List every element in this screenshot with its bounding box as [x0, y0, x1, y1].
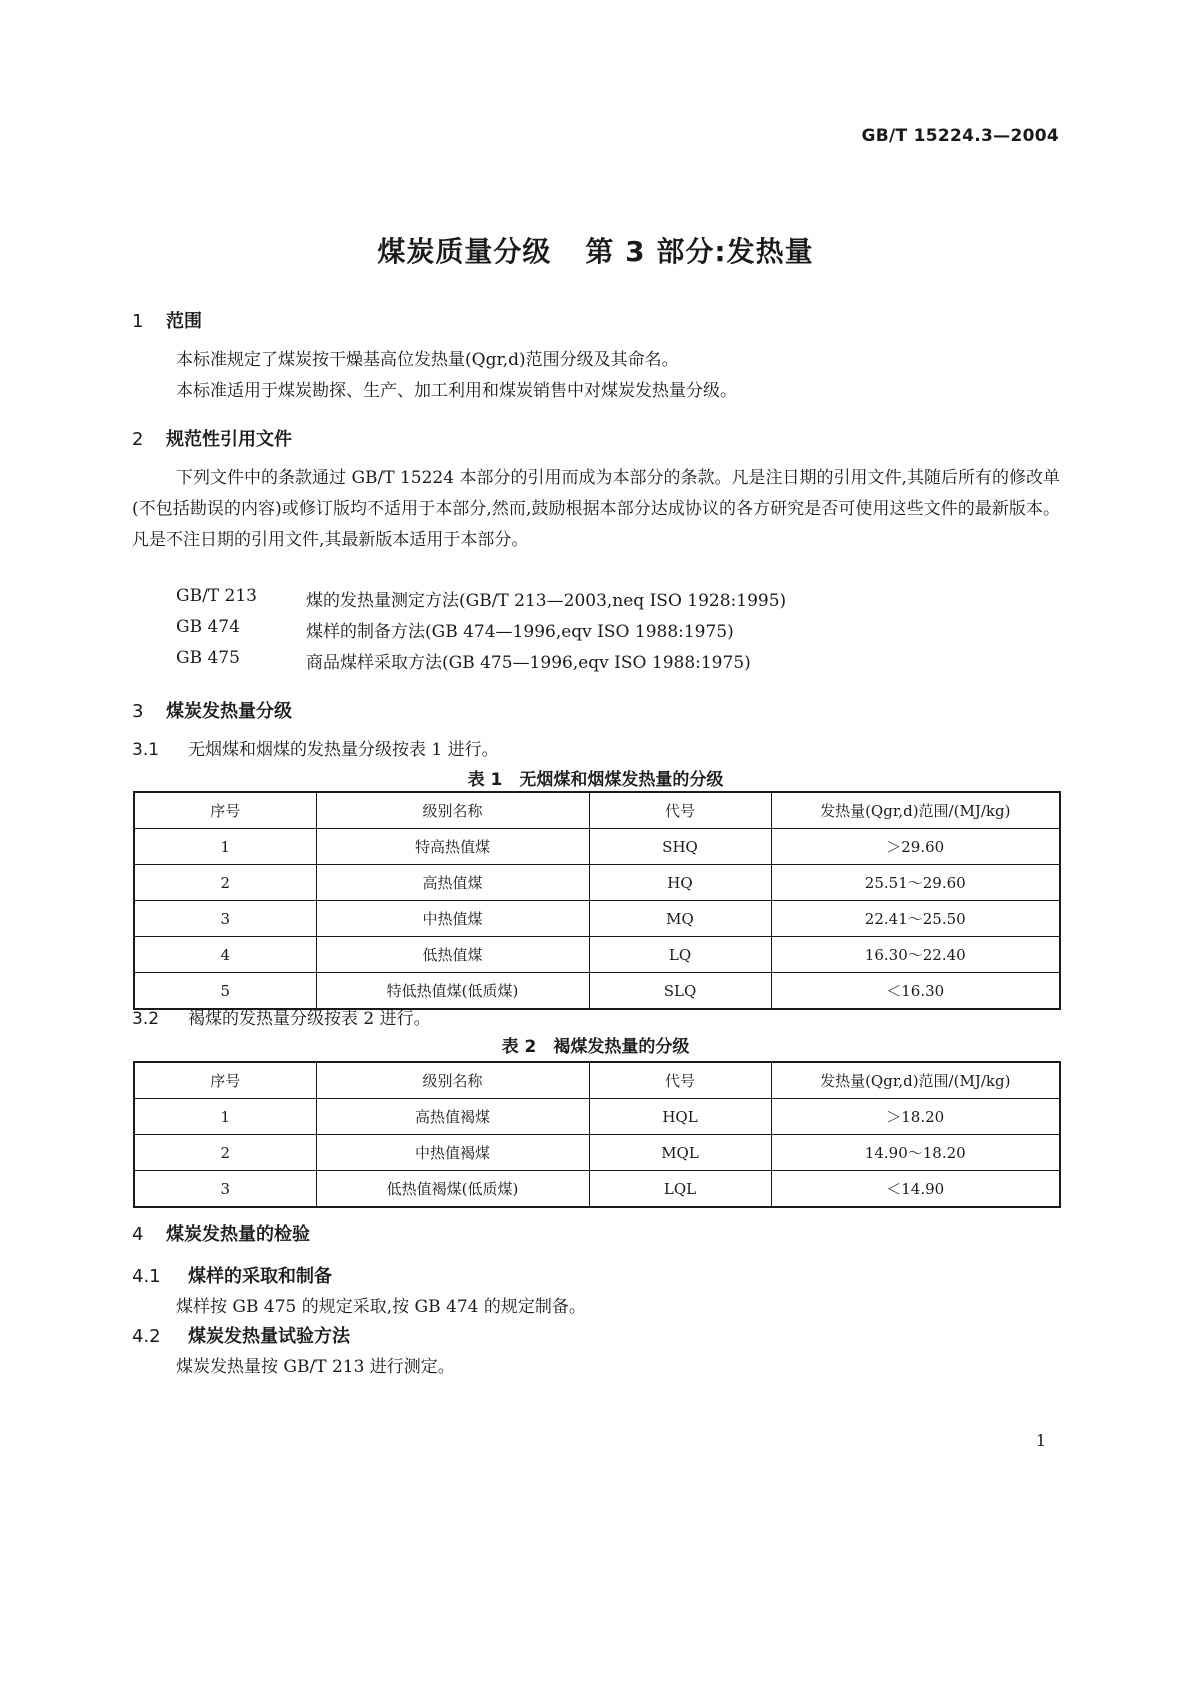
standard-number: GB/T 15224.3—2004	[861, 126, 1059, 146]
table-row	[134, 829, 1060, 865]
cell: MQL	[589, 1135, 771, 1171]
ref-title-1: 煤的发热量测定方法(GB/T 213—2003,neq ISO 1928:1995)	[306, 591, 787, 611]
cell: ＜14.90	[771, 1171, 1060, 1208]
clause-title: 煤炭发热量试验方法	[188, 1326, 350, 1347]
cell: ＞18.20	[771, 1099, 1060, 1135]
table-row	[134, 1135, 1060, 1171]
section-2-heading	[132, 425, 292, 451]
section-3-heading	[132, 697, 292, 723]
header-cell: 级别名称	[316, 1062, 589, 1099]
page-number: 1	[1035, 1431, 1046, 1450]
clause-number: 3.1	[132, 740, 160, 760]
header-cell: 序号	[134, 1062, 316, 1099]
cell: 低热值煤	[316, 937, 589, 973]
clause-4-2-text: 煤炭发热量按 GB/T 213 进行测定。	[176, 1357, 455, 1377]
table-row	[134, 865, 1060, 901]
cell: 高热值煤	[316, 865, 589, 901]
cell: 特低热值煤(低质煤)	[316, 973, 589, 1010]
cell: 16.30～22.40	[771, 937, 1060, 973]
section-number: 1	[132, 311, 144, 332]
section-title: 范围	[166, 311, 202, 332]
clause-text: 褐煤的发热量分级按表 2 进行。	[188, 1009, 431, 1029]
cell: HQL	[589, 1099, 771, 1135]
page-title	[0, 230, 1191, 270]
section-title: 煤炭发热量分级	[166, 701, 292, 722]
header-cell: 代号	[589, 792, 771, 829]
section-title: 煤炭发热量的检验	[166, 1224, 310, 1245]
section-1-heading	[132, 307, 202, 333]
cell: 1	[134, 829, 316, 865]
cell: 25.51～29.60	[771, 865, 1060, 901]
header-cell: 级别名称	[316, 792, 589, 829]
cell: ＞29.60	[771, 829, 1060, 865]
cell: 5	[134, 973, 316, 1010]
cell: 2	[134, 1135, 316, 1171]
cell: 22.41～25.50	[771, 901, 1060, 937]
cell: HQ	[589, 865, 771, 901]
ref-title-3: 商品煤样采取方法(GB 475—1996,eqv ISO 1988:1975)	[306, 653, 751, 673]
section-4-heading	[132, 1220, 310, 1246]
section-number: 3	[132, 701, 144, 722]
table-2-caption: 表 2 褐煤发热量的分级	[501, 1037, 690, 1057]
cell: 中热值褐煤	[316, 1135, 589, 1171]
clause-3-2	[132, 1004, 431, 1029]
clause-3-1	[132, 735, 499, 760]
cell: 高热值褐煤	[316, 1099, 589, 1135]
cell: SHQ	[589, 829, 771, 865]
clause-title: 煤样的采取和制备	[188, 1266, 332, 1287]
ref-code-2: GB 474	[176, 617, 240, 637]
section-2-paragraph: 下列文件中的条款通过 GB/T 15224 本部分的引用而成为本部分的条款。凡是注日期的引用文件,其随后所有的修改单(不包括勘误的内容)或修订版均不适用于本部分,然而,鼓励根据本部分达成协议的各方研究是否可使用这些文件的最新版本。凡是不注日期的引用文件,其最新版本适用于本部分。	[132, 468, 1060, 550]
section-1-paragraph-2: 本标准适用于煤炭勘探、生产、加工利用和煤炭销售中对煤炭发热量分级。	[176, 381, 737, 401]
clause-number: 3.2	[132, 1009, 160, 1029]
section-number: 4	[132, 1224, 144, 1245]
cell: SLQ	[589, 973, 771, 1010]
clause-number: 4.2	[132, 1326, 161, 1347]
table-row	[134, 1171, 1060, 1208]
cell: 特高热值煤	[316, 829, 589, 865]
ref-code-1: GB/T 213	[176, 586, 257, 606]
cell: MQ	[589, 901, 771, 937]
cell: 3	[134, 901, 316, 937]
table-1	[133, 791, 1061, 1010]
ref-title-2: 煤样的制备方法(GB 474—1996,eqv ISO 1988:1975)	[306, 622, 734, 642]
header-cell: 代号	[589, 1062, 771, 1099]
header-cell: 序号	[134, 792, 316, 829]
table-header-row	[134, 792, 1060, 829]
clause-4-1-text: 煤样按 GB 475 的规定采取,按 GB 474 的规定制备。	[176, 1297, 586, 1317]
clause-4-1-heading	[132, 1262, 332, 1288]
cell: 14.90～18.20	[771, 1135, 1060, 1171]
cell: 中热值煤	[316, 901, 589, 937]
title-part-1: 煤炭质量分级	[377, 235, 552, 268]
table-2	[133, 1061, 1061, 1208]
cell: 2	[134, 865, 316, 901]
table-1-caption: 表 1 无烟煤和烟煤发热量的分级	[467, 770, 724, 790]
cell: 4	[134, 937, 316, 973]
header-cell: 发热量(Qgr,d)范围/(MJ/kg)	[771, 792, 1060, 829]
cell: 3	[134, 1171, 316, 1208]
header-cell: 发热量(Qgr,d)范围/(MJ/kg)	[771, 1062, 1060, 1099]
cell: LQL	[589, 1171, 771, 1208]
section-title: 规范性引用文件	[166, 429, 292, 450]
table-row	[134, 1099, 1060, 1135]
section-1-paragraph-1: 本标准规定了煤炭按干燥基高位发热量(Qgr,d)范围分级及其命名。	[176, 350, 679, 370]
title-part-2: 第 3 部分:发热量	[585, 235, 814, 268]
cell: LQ	[589, 937, 771, 973]
cell: 1	[134, 1099, 316, 1135]
cell: ＜16.30	[771, 973, 1060, 1010]
section-number: 2	[132, 429, 144, 450]
clause-text: 无烟煤和烟煤的发热量分级按表 1 进行。	[188, 740, 499, 760]
table-row	[134, 937, 1060, 973]
clause-number: 4.1	[132, 1266, 161, 1287]
clause-4-2-heading	[132, 1322, 350, 1348]
ref-code-3: GB 475	[176, 648, 240, 668]
cell: 低热值褐煤(低质煤)	[316, 1171, 589, 1208]
table-row	[134, 901, 1060, 937]
table-header-row	[134, 1062, 1060, 1099]
